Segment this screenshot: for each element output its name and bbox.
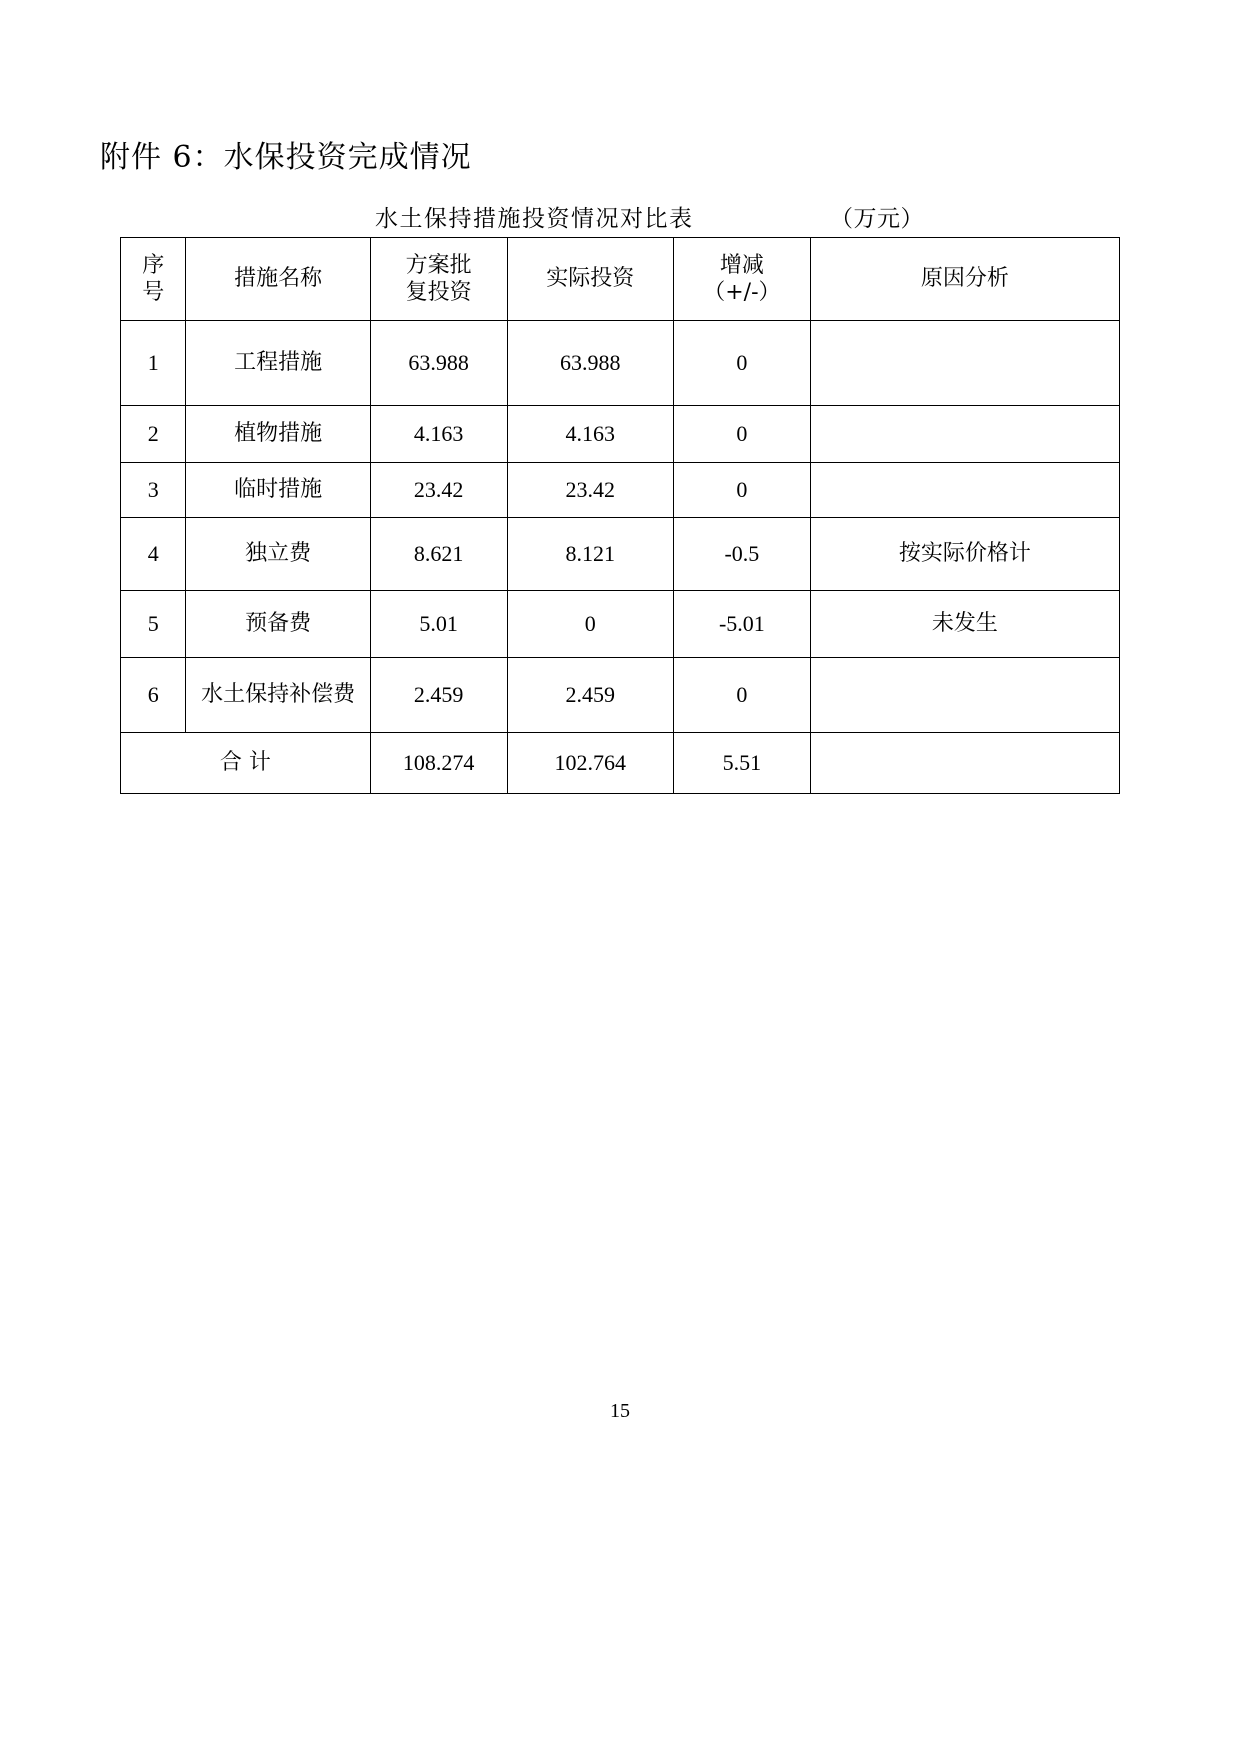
row-actual: 0 bbox=[507, 591, 674, 658]
total-cause bbox=[810, 733, 1119, 794]
row-difference: 0 bbox=[674, 406, 811, 463]
row-index: 1 bbox=[121, 321, 186, 406]
row-name: 独立费 bbox=[186, 518, 370, 591]
row-difference: 0 bbox=[674, 658, 811, 733]
table-unit-note: （万元） bbox=[830, 206, 924, 232]
row-name: 水土保持补偿费 bbox=[186, 658, 370, 733]
row-planned: 23.42 bbox=[370, 463, 507, 518]
row-cause bbox=[810, 406, 1119, 463]
row-index: 5 bbox=[121, 591, 186, 658]
row-cause: 按实际价格计 bbox=[810, 518, 1119, 591]
header-planned-line1: 方案批 bbox=[405, 252, 472, 278]
page-title: 附件 6：水保投资完成情况 bbox=[100, 140, 472, 175]
total-actual: 102.764 bbox=[507, 733, 674, 794]
header-difference bbox=[674, 238, 811, 321]
table-row bbox=[121, 463, 1120, 518]
table-row bbox=[121, 658, 1120, 733]
header-index bbox=[121, 238, 186, 321]
row-actual: 4.163 bbox=[507, 406, 674, 463]
row-planned: 5.01 bbox=[370, 591, 507, 658]
table-total-row bbox=[121, 733, 1120, 794]
row-cause bbox=[810, 321, 1119, 406]
row-index: 6 bbox=[121, 658, 186, 733]
table-header-row bbox=[121, 238, 1120, 321]
row-actual: 8.121 bbox=[507, 518, 674, 591]
row-planned: 63.988 bbox=[370, 321, 507, 406]
row-actual: 63.988 bbox=[507, 321, 674, 406]
row-name: 预备费 bbox=[186, 591, 370, 658]
investment-comparison-table bbox=[120, 237, 1120, 794]
header-planned-investment bbox=[370, 238, 507, 321]
row-name: 植物措施 bbox=[186, 406, 370, 463]
header-cause-analysis: 原因分析 bbox=[810, 238, 1119, 321]
row-difference: -0.5 bbox=[674, 518, 811, 591]
row-difference: 0 bbox=[674, 463, 811, 518]
header-difference-line2: （+/-） bbox=[703, 280, 781, 305]
row-cause bbox=[810, 658, 1119, 733]
table-row bbox=[121, 591, 1120, 658]
row-name: 工程措施 bbox=[186, 321, 370, 406]
total-difference: 5.51 bbox=[674, 733, 811, 794]
header-index-line2: 号 bbox=[142, 280, 165, 305]
header-measure-name: 措施名称 bbox=[186, 238, 370, 321]
row-index: 3 bbox=[121, 463, 186, 518]
row-planned: 2.459 bbox=[370, 658, 507, 733]
header-actual-investment: 实际投资 bbox=[507, 238, 674, 321]
table-row bbox=[121, 321, 1120, 406]
row-name: 临时措施 bbox=[186, 463, 370, 518]
row-index: 4 bbox=[121, 518, 186, 591]
table-title: 水土保持措施投资情况对比表 bbox=[375, 206, 694, 232]
row-planned: 8.621 bbox=[370, 518, 507, 591]
row-actual: 2.459 bbox=[507, 658, 674, 733]
row-index: 2 bbox=[121, 406, 186, 463]
header-index-line1: 序 bbox=[142, 252, 165, 278]
table-row bbox=[121, 406, 1120, 463]
page-number: 15 bbox=[610, 1400, 630, 1422]
header-planned-line2: 复投资 bbox=[405, 280, 472, 305]
row-actual: 23.42 bbox=[507, 463, 674, 518]
row-difference: -5.01 bbox=[674, 591, 811, 658]
total-label: 合 计 bbox=[121, 733, 371, 794]
row-difference: 0 bbox=[674, 321, 811, 406]
row-cause: 未发生 bbox=[810, 591, 1119, 658]
table-row bbox=[121, 518, 1120, 591]
header-difference-line1: 增减 bbox=[719, 252, 764, 278]
row-planned: 4.163 bbox=[370, 406, 507, 463]
row-cause bbox=[810, 463, 1119, 518]
total-planned: 108.274 bbox=[370, 733, 507, 794]
